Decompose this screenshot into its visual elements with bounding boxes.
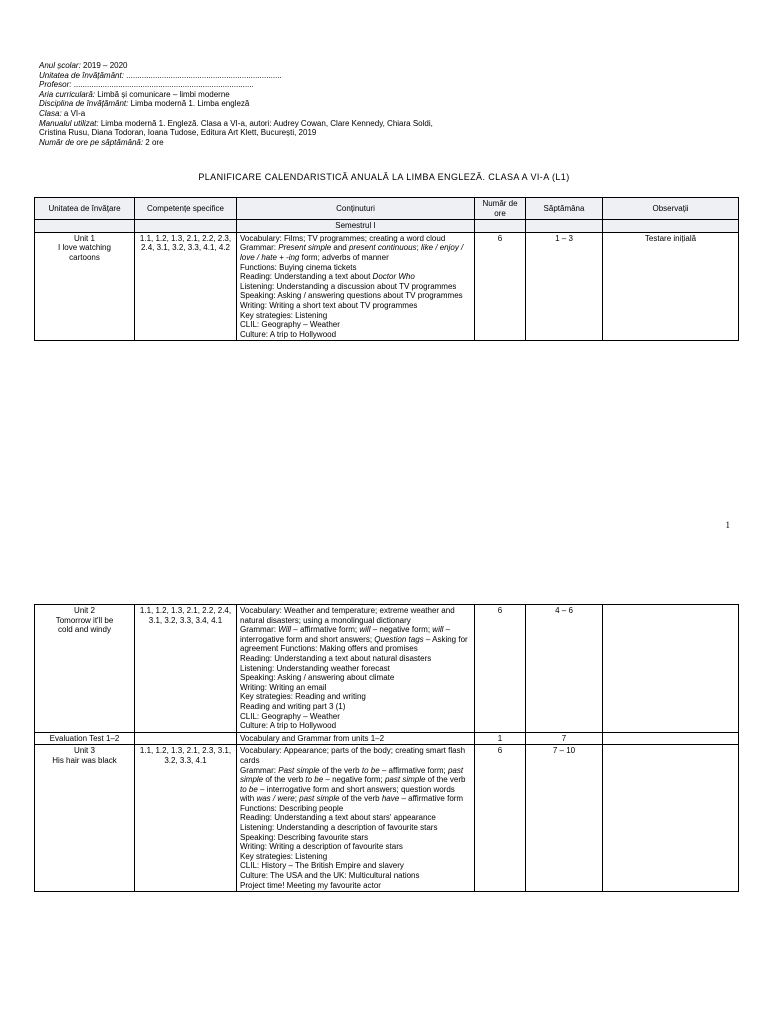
cell-unit [35,232,135,341]
cell-hours: 6 [475,605,526,733]
planning-table [34,197,739,341]
content-line: Listening: Understanding weather forecast [240,663,390,673]
content-line: Writing: Writing an email [240,682,327,692]
unit-title-line: Unit 2 [74,606,95,615]
content-line: Listening: Understanding a description of favourite stars [240,823,438,833]
cell-observations [603,732,739,745]
meta-hours-per-week: Număr de ore pe săptămână: 2 ore [39,137,164,147]
unit-title-line: cartoons [69,252,100,262]
content-line: Reading: Understanding a text about natural disasters [240,653,432,663]
table-row [35,732,739,745]
cell-unit [35,605,135,733]
cell-competences: 1.1, 1.2, 1.3, 2.1, 2.2, 2.3, 2.4, 3.1, 3.2, 3.3, 4.1, 4.2 [135,232,237,341]
meta-school-year: Anul școlar: 2019 – 2020 [39,61,128,70]
header-hours: Număr de ore [475,198,526,220]
planning-table-continued [34,604,739,892]
content-line: Reading and writing part 3 (1) [240,701,346,711]
content-line: Speaking: Describing favourite stars [240,832,369,842]
cell-competences: 1.1, 1.2, 1.3, 2.1, 2.2, 2.4, 3.1, 3.2, 3.3, 3.4, 4.1 [135,605,237,733]
content-line: Listening: Understanding a discussion about TV programmes [240,281,457,291]
unit-title-line: Unit 1 [74,233,95,243]
content-line: Culture: The USA and the UK: Multicultural nations [240,871,420,881]
content-line: CLIL: Geography – Weather [240,711,340,721]
meta-textbook: Manualul utilizat: Limba modernă 1. Engleză. Clasa a VI-a, autori: Audrey Cowan, Clare Kennedy, Chiara Soldi, [39,118,433,128]
table-row [35,745,739,892]
meta-curricular-area: Aria curriculară: Limbă și comunicare – limbi moderne [39,89,230,99]
content-line: Vocabulary: Films; TV programmes; creating a word cloud [240,233,446,243]
content-line: Vocabulary: Weather and temperature; extreme weather and natural disasters; using a monolingual dictionary [240,606,455,625]
unit-title-line: Evaluation Test 1–2 [49,733,120,743]
cell-competences: 1.1, 1.2, 1.3, 2.1, 2.3, 3.1, 3.2, 3.3, 4.1 [135,745,237,892]
table-row [35,232,739,341]
semester-row [35,220,739,233]
content-line: Reading: Understanding a text about Doctor Who [240,272,415,282]
unit-title-line: Tomorrow it'll be [55,615,114,625]
unit-title-line: I love watching [58,243,111,253]
header-week: Săptămâna [526,198,603,220]
semester-label: Semestrul I [237,220,475,233]
table-row [35,605,739,733]
cell-hours: 6 [475,745,526,892]
cell-contents [237,745,475,892]
cell-contents [237,732,475,745]
cell-week: 7 [526,732,603,745]
header-observations: Observații [603,198,739,220]
content-line: Functions: Buying cinema tickets [240,262,357,272]
content-line: Key strategies: Reading and writing [240,692,366,702]
content-line: Vocabulary: Appearance; parts of the body; creating smart flash cards [240,746,466,765]
header-competences: Competențe specifice [135,198,237,220]
cell-unit [35,745,135,892]
table-header-row [35,198,739,220]
cell-observations: Testare inițială [603,232,739,341]
content-line: Functions: Describing people [240,803,344,813]
content-line: Writing: Writing a description of favourite stars [240,842,403,852]
content-line: CLIL: History – The British Empire and slavery [240,861,404,871]
cell-hours: 6 [475,232,526,341]
unit-title-line: Unit 3 [74,746,95,756]
cell-competences [135,732,237,745]
content-line: Key strategies: Listening [240,851,328,861]
cell-week: 7 – 10 [526,745,603,892]
meta-school-unit: Unitatea de învățământ: ...................................................................... [39,70,282,80]
cell-week: 4 – 6 [526,605,603,733]
cell-week: 1 – 3 [526,232,603,341]
meta-textbook-authors: Cristina Rusu, Diana Todoran, Ioana Tudose, Editura Art Klett, București, 2019 [39,128,317,138]
page-break [0,555,768,565]
unit-title-line: His hair was black [52,755,117,765]
meta-class: Clasa: a VI-a [39,108,86,118]
meta-teacher: Profesor: ................................................................................. [39,80,254,90]
header-unit: Unitatea de învățare [35,198,135,220]
cell-unit [35,732,135,745]
cell-hours: 1 [475,732,526,745]
cell-observations [603,605,739,733]
content-line: Speaking: Asking / answering questions about TV programmes [240,291,463,301]
content-line: CLIL: Geography – Weather [240,320,340,330]
content-line: Grammar: Past simple of the verb to be – affirmative form; past simple of the verb to be – negative form; past simple of the verb to be – interrogative form and short answers; question words with was / were; past simple of the verb have – affirmative form [240,765,466,804]
content-line: Culture: A trip to Hollywood [240,721,337,731]
meta-subject: Disciplina de învățământ: Limba modernă 1. Limba engleză [39,99,250,109]
content-line: Grammar: Will – affirmative form; will – negative form; will – interrogative form and short answers; Question tags – Asking for agreement Functions: Making offers and promises [240,625,468,654]
document-title: PLANIFICARE CALENDARISTICĂ ANUALĂ LA LIMBA ENGLEZĂ. CLASA A VI-A (L1) [198,172,570,182]
cell-contents [237,605,475,733]
page-number: 1 [725,520,730,530]
header-contents: Conținuturi [237,198,475,220]
cell-contents [237,232,475,341]
content-line: Project time! Meeting my favourite actor [240,880,381,890]
content-line: Writing: Writing a short text about TV programmes [240,300,418,310]
content-line: Culture: A trip to Hollywood [240,329,337,339]
content-line: Speaking: Asking / answering about climate [240,673,395,683]
content-line: Reading: Understanding a text about stars' appearance [240,813,436,823]
cell-observations [603,745,739,892]
unit-title-line: cold and windy [58,625,111,635]
content-line: Key strategies: Listening [240,310,328,320]
content-line: Grammar: Present simple and present continuous; like / enjoy / love / hate + -ing form; adverbs of manner [240,243,464,262]
content-line: Vocabulary and Grammar from units 1–2 [240,733,385,743]
document-metadata [39,61,559,147]
document-page-2 [0,565,768,1024]
